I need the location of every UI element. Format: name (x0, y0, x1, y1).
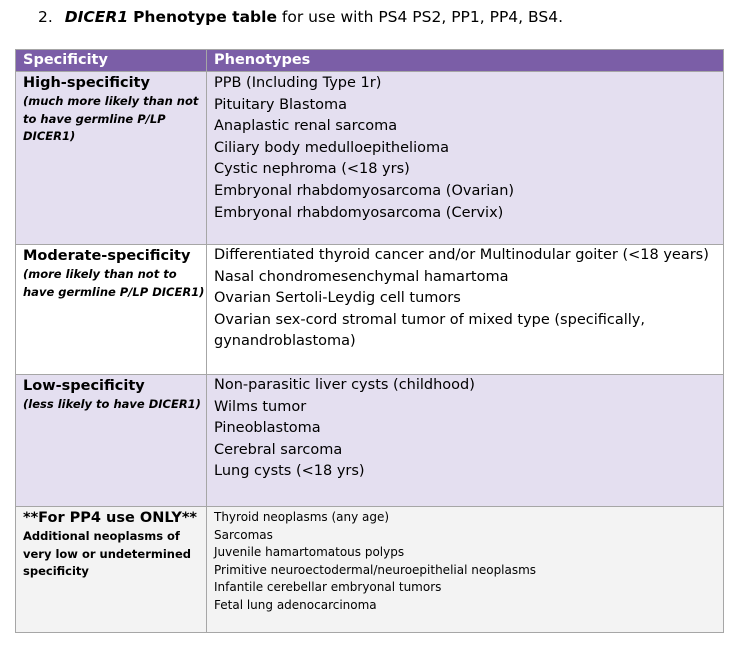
phenotypes-cell (207, 245, 724, 375)
phenotype-item: Non-parasitic liver cysts (childhood) (214, 377, 475, 393)
specificity-note: (less likely to have DICER1) (23, 397, 201, 411)
phenotype-item: Differentiated thyroid cancer and/or Multinodular goiter (<18 years) (214, 247, 709, 263)
phenotype-item: Lung cysts (<18 yrs) (214, 463, 365, 480)
specificity-note: (much more likely than not to have germline P/LP DICER1) (23, 94, 199, 143)
table-row (16, 72, 724, 245)
phenotype-item: Infantile cerebellar embryonal tumors (214, 580, 442, 595)
phenotype-item: Primitive neuroectodermal/neuroepithelial neoplasms (214, 562, 537, 577)
table-row (16, 507, 724, 633)
specificity-note: (more likely than not to have germline P/LP DICER1) (23, 267, 205, 299)
specificity-cell (16, 375, 207, 507)
table-header-row (16, 50, 724, 72)
phenotype-item: Embryonal rhabdomyosarcoma (Cervix) (214, 204, 504, 221)
gene-name: DICER1 (64, 8, 129, 26)
table-row (16, 375, 724, 507)
section-number: 2. (38, 8, 53, 26)
specificity-note: Additional neoplasms of very low or undetermined specificity (23, 529, 192, 578)
phenotype-item: Nasal chondromesenchymal hamartoma (214, 268, 509, 285)
phenotype-item: Ciliary body medulloepithelioma (214, 139, 449, 156)
phenotype-item: Ovarian sex-cord stromal tumor of mixed type (specifically, gynandroblastoma) (214, 311, 645, 350)
phenotype-item: Sarcomas (214, 527, 273, 542)
table-row (16, 245, 724, 375)
specificity-label: Moderate-specificity (23, 248, 191, 264)
header-specificity: Specificity (16, 50, 207, 72)
header-phenotypes: Phenotypes (207, 50, 724, 72)
phenotype-item: Anaplastic renal sarcoma (214, 118, 398, 135)
specificity-cell (16, 507, 207, 633)
phenotype-list (214, 509, 723, 615)
specificity-label: **For PP4 use ONLY** (23, 510, 197, 526)
phenotypes-cell (207, 72, 724, 245)
specificity-label: High-specificity (23, 75, 150, 91)
phenotype-table (15, 49, 724, 633)
phenotype-item: Ovarian Sertoli-Leydig cell tumors (214, 290, 461, 307)
phenotype-item: Wilms tumor (214, 398, 307, 415)
heading-rest: for use with PS4 PS2, PP1, PP4, BS4. (281, 8, 564, 26)
specificity-cell (16, 245, 207, 375)
phenotype-item: Embryonal rhabdomyosarcoma (Ovarian) (214, 182, 515, 199)
phenotype-item: Cerebral sarcoma (214, 441, 343, 458)
specificity-label: Low-specificity (23, 378, 145, 394)
phenotype-item: PPB (Including Type 1r) (214, 75, 382, 91)
heading-title: Phenotype table (133, 8, 277, 26)
phenotypes-cell (207, 507, 724, 633)
phenotype-item: Pineoblastoma (214, 420, 321, 437)
phenotype-list (214, 73, 723, 224)
phenotype-item: Cystic nephroma (<18 yrs) (214, 161, 410, 178)
phenotypes-cell (207, 375, 724, 507)
phenotype-item: Juvenile hamartomatous polyps (214, 545, 405, 560)
phenotype-item: Fetal lung adenocarcinoma (214, 597, 377, 612)
section-heading (38, 8, 563, 26)
phenotype-item: Pituitary Blastoma (214, 96, 348, 113)
phenotype-list (214, 245, 723, 353)
phenotype-item: Thyroid neoplasms (any age) (214, 510, 390, 524)
specificity-cell (16, 72, 207, 245)
phenotype-list (214, 375, 723, 483)
